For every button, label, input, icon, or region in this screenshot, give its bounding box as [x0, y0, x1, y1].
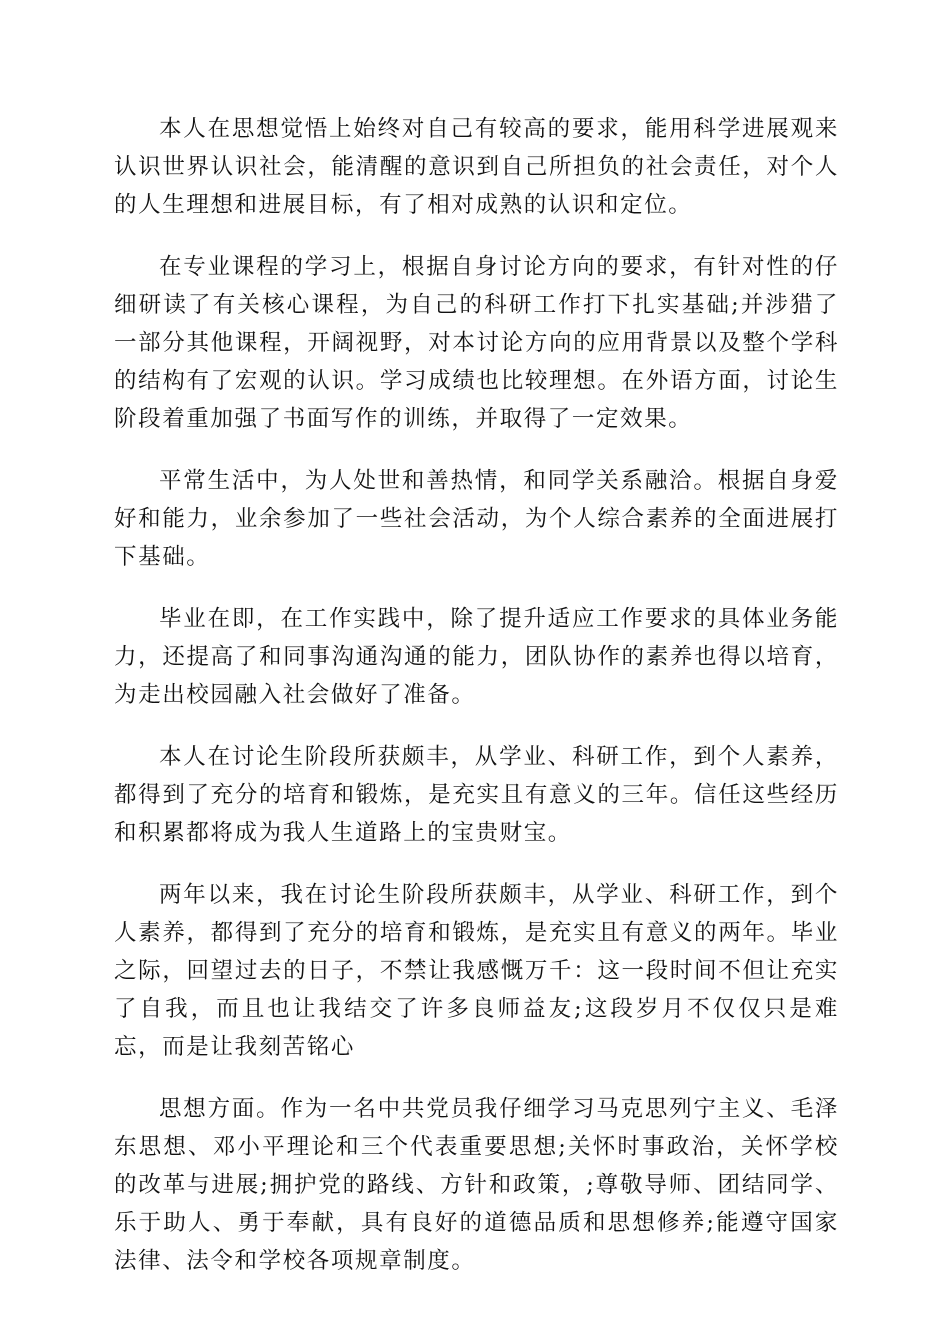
paragraph-7: 思想方面。作为一名中共党员我仔细学习马克思列宁主义、毛泽东思想、邓小平理论和三个代表重要思想;关怀时事政治，关怀学校的改革与进展;拥护党的路线、方针和政策，;尊敬导师、团结同学、乐于助人、勇于奉献，具有良好的道德品质和思想修养;能遵守国家法律、法令和学校各项规章制度。 — [114, 1096, 839, 1274]
paragraph-3: 平常生活中，为人处世和善热情，和同学关系融洽。根据自身爱好和能力，业余参加了一些社会活动，为个人综合素养的全面进展打下基础。 — [114, 468, 839, 570]
paragraph-1: 本人在思想觉悟上始终对自己有较高的要求，能用科学进展观来认识世界认识社会，能清醒的意识到自己所担负的社会责任，对个人的人生理想和进展目标，有了相对成熟的认识和定位。 — [114, 116, 839, 218]
paragraph-2: 在专业课程的学习上，根据自身讨论方向的要求，有针对性的仔细研读了有关核心课程，为自己的科研工作打下扎实基础;并涉猎了一部分其他课程，开阔视野，对本讨论方向的应用背景以及整个学科的结构有了宏观的认识。学习成绩也比较理想。在外语方面，讨论生阶段着重加强了书面写作的训练，并取得了一定效果。 — [114, 254, 839, 432]
paragraph-4: 毕业在即，在工作实践中，除了提升适应工作要求的具体业务能力，还提高了和同事沟通沟通的能力，团队协作的素养也得以培育，为走出校园融入社会做好了准备。 — [114, 606, 839, 708]
paragraph-6: 两年以来，我在讨论生阶段所获颇丰，从学业、科研工作，到个人素养，都得到了充分的培育和锻炼，是充实且有意义的两年。毕业之际，回望过去的日子，不禁让我感慨万千：这一段时间不但让充实了自我，而且也让我结交了许多良师益友;这段岁月不仅仅只是难忘，而是让我刻苦铭心 — [114, 882, 839, 1060]
document-body — [114, 110, 839, 1304]
paragraph-5: 本人在讨论生阶段所获颇丰，从学业、科研工作，到个人素养，都得到了充分的培育和锻炼，是充实且有意义的三年。信任这些经历和积累都将成为我人生道路上的宝贵财宝。 — [114, 744, 839, 846]
